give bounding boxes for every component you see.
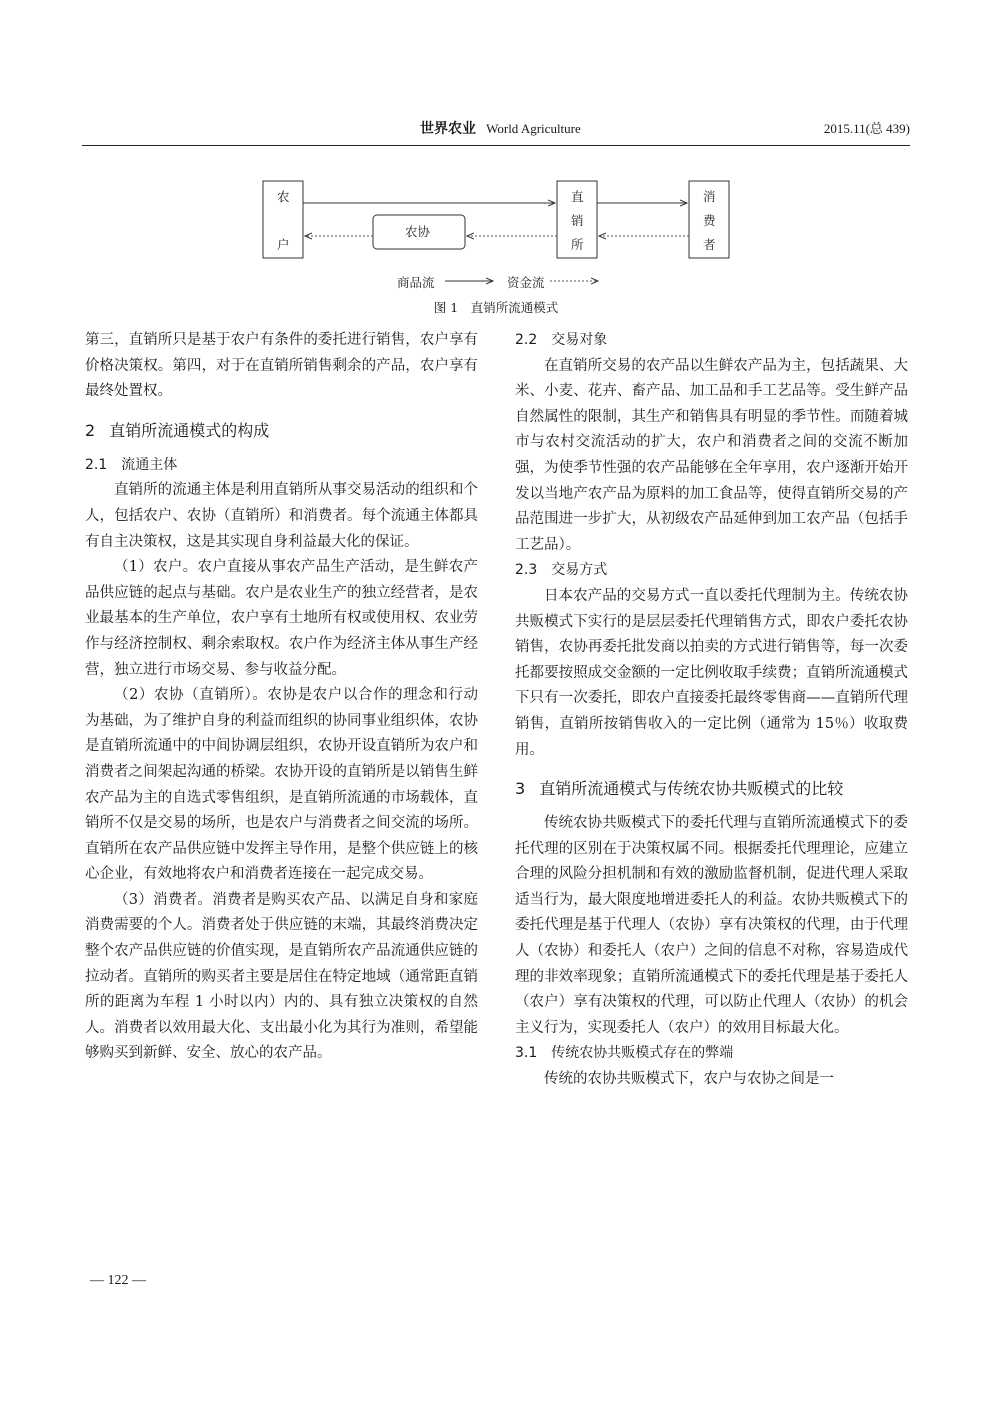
- journal-title-cn: 世界农业: [420, 121, 476, 137]
- issue-number: 2015.11(总 439): [823, 121, 910, 136]
- paragraph: 传统的农协共贩模式下，农户与农协之间是一: [544, 1071, 834, 1088]
- figure-caption: 图 1 直销所流通模式: [433, 300, 559, 315]
- subsection-number: 2.3: [515, 562, 538, 579]
- subsection-number: 2.2: [515, 332, 538, 348]
- flow-diagram-svg: [255, 175, 735, 295]
- paragraph: 直销所的流通主体是利用直销所从事交易活动的组织和个人，包括农户、农协（直销所）和消费者。每个流通主体都具有自主决策权，这是其实现自身利益最大化的保证。: [85, 482, 478, 550]
- subsection-number: 3.1: [515, 1045, 538, 1062]
- figure-1-flow-diagram: [255, 175, 735, 315]
- coop-label: 农协: [405, 224, 431, 239]
- legend-money-label: 资金流: [507, 275, 545, 290]
- section-heading-3: [515, 775, 908, 803]
- subsection-title: 流通主体: [121, 456, 178, 473]
- subsection-heading-2-3: [515, 558, 908, 584]
- page-number: — 122 —: [90, 1273, 146, 1288]
- section-number: 3: [515, 779, 526, 799]
- journal-title-en: World Agriculture: [486, 121, 581, 136]
- farmer-label-2: 户: [277, 237, 290, 252]
- subsection-heading-3-1: [515, 1041, 908, 1067]
- journal-title: [420, 118, 581, 138]
- subsection-heading-2-1: [85, 453, 478, 479]
- paragraph: 传统农协共贩模式下的委托代理与直销所流通模式下的委托代理的区别在于决策权属不同。根据委托代理理论，应建立合理的风险分担机制和有效的激励监督机制，促进代理人采取适当行为，最大限度地增进委托人的利益。农协共贩模式下的委托代理是基于代理人（农协）享有决策权的代理，由于代理人（农协）和委托人（农户）之间的信息不对称，容易造成代理的非效率现象；直销所流通模式下的委托代理是基于委托人（农户）享有决策权的代理，可以防止代理人（农协）的机会主义行为，实现委托人（农户）的效用目标最大化。: [515, 815, 908, 1036]
- subsection-title: 交易对象: [551, 332, 608, 348]
- header-rule: [82, 145, 910, 146]
- paragraph: （3）消费者。消费者是购买农产品、以满足自身和家庭消费需要的个人。消费者处于供应链的末端，其最终消费决定整个农产品供应链的价值实现，是直销所农产品流通供应链的拉动者。直销所的购买者主要是居住在特定地域（通常距直销所的距离为车程 1 小时以内）内的、具有独立决策权的自然人。消费者以效用最大化、支出最小化为其行为准则，希望能够购买到新鲜、安全、放心的农产品。: [85, 891, 478, 1062]
- paragraph: （2）农协（直销所）。农协是农户以合作的理念和行动为基础，为了维护自身的利益而组织的协同事业组织体，农协是直销所流通中的中间协调层组织，农协开设直销所为农户和消费者之间架起沟通的桥梁。农协开设的直销所是以销售生鲜农产品为主的自选式零售组织，是直销所流通的市场载体，直销所不仅是交易的场所，也是农户与消费者之间交流的场所。直销所在农产品供应链中发挥主导作用，是整个供应链上的核心企业，有效地将农户和消费者连接在一起完成交易。: [85, 687, 478, 883]
- direct-store-label-2: 销: [571, 213, 584, 228]
- left-column: [85, 328, 478, 1067]
- subsection-title: 交易方式: [551, 562, 608, 579]
- direct-store-label-1: 直: [571, 189, 584, 204]
- direct-store-label-3: 所: [571, 237, 584, 252]
- subsection-heading-2-2: [515, 328, 908, 354]
- consumer-label-1: 消: [703, 189, 716, 204]
- paragraph: （1）农户。农户直接从事农产品生产活动，是生鲜农产品供应链的起点与基础。农户是农业生产的独立经营者，是农业最基本的生产单位，农户享有土地所有权或使用权、农业劳作与经济控制权、剩余索取权。农户作为经济主体从事生产经营，独立进行市场交易、参与收益分配。: [85, 559, 478, 678]
- paragraph: 在直销所交易的农产品以生鲜农产品为主，包括蔬果、大米、小麦、花卉、畜产品、加工品和手工艺品等。受生鲜产品自然属性的限制，其生产和销售具有明显的季节性。而随着城市与农村交流活动的扩大，农户和消费者之间的交流不断加强，为使季节性强的农产品能够在全年享用，农户逐渐开始开发以当地产农产品为原料的加工食品等，使得直销所交易的产品范围进一步扩大，从初级农产品延伸到加工农产品（包括手工艺品）。: [515, 357, 908, 553]
- farmer-label-1: 农: [277, 189, 290, 204]
- paragraph: 日本农产品的交易方式一直以委托代理制为主。传统农协共贩模式下实行的是层层委托代理销售方式，即农户委托农协销售，农协再委托批发商以拍卖的方式进行销售等，每一次委托都要按照成交金额的一定比例收取手续费；直销所流通模式下只有一次委托，即农户直接委托最终零售商——直销所代理销售，直销所按销售收入的一定比例（通常为 15％）收取费用。: [515, 587, 908, 758]
- section-title: 直销所流通模式与传统农协共贩模式的比较: [539, 779, 844, 799]
- section-heading-2: [85, 417, 478, 445]
- legend-goods-label: 商品流: [397, 275, 435, 290]
- section-number: 2: [85, 420, 96, 440]
- consumer-label-3: 者: [703, 237, 716, 252]
- section-title: 直销所流通模式的构成: [109, 420, 270, 440]
- right-column: [515, 328, 908, 1093]
- subsection-title: 传统农协共贩模式存在的弊端: [551, 1045, 734, 1062]
- consumer-label-2: 费: [703, 213, 716, 228]
- subsection-number: 2.1: [85, 456, 108, 473]
- paragraph: 第三，直销所只是基于农户有条件的委托进行销售，农户享有价格决策权。第四，对于在直销所销售剩余的产品，农户享有最终处置权。: [85, 332, 478, 400]
